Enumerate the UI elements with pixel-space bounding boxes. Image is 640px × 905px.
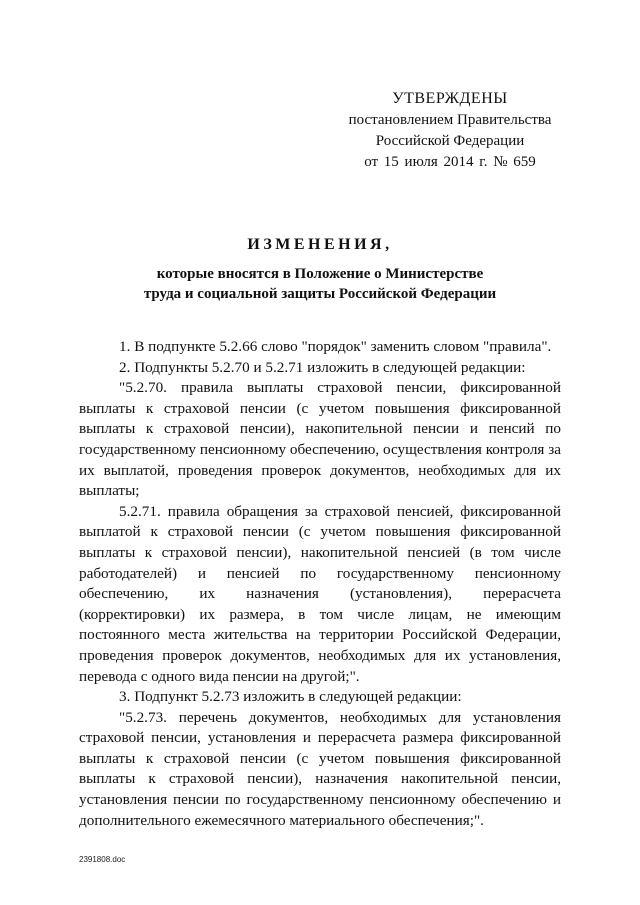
file-name-footer: 2391808.doc xyxy=(79,855,126,864)
paragraph-3: "5.2.70. правила выплаты страховой пенсии, фиксированной выплаты к страховой пенсии (с учетом повышения фиксированной выплаты к страховой пенсии), накопительной пенсии и пенсий по государственному пенсионному обеспечению, осуществления контроля за их выплатой, проведения проверок документов, необходимых для их выплаты; xyxy=(79,379,561,500)
subtitle-line-1: которые вносятся в Положение о Министерстве xyxy=(156,266,484,282)
document-body xyxy=(79,337,561,831)
paragraph-1: 1. В подпункте 5.2.66 слово "порядок" заменить словом "правила". xyxy=(119,338,552,355)
approval-heading: УТВЕРЖДЕНЫ xyxy=(392,90,508,107)
document-title: ИЗМЕНЕНИЯ, xyxy=(247,236,393,253)
approval-block xyxy=(330,88,570,173)
subtitle-line-2: труда и социальной защиты Российской Федерации xyxy=(143,286,497,302)
paragraph-5: 3. Подпункт 5.2.73 изложить в следующей редакции: xyxy=(119,688,462,706)
approval-line-2: Российской Федерации xyxy=(375,133,525,149)
paragraph-2: 2. Подпункты 5.2.70 и 5.2.71 изложить в следующей редакции: xyxy=(119,358,526,376)
approval-line-1: постановлением Правительства xyxy=(348,112,552,128)
paragraph-4: 5.2.71. правила обращения за страховой пенсией, фиксированной выплатой к страховой пенсии (с учетом повышения фиксированной выплаты к страховой пенсии), накопительной пенсией (в том числе работодателей) и пенсией по государственному пенсионному обеспечению, их назначения (установления), перерасчета (корректировки) их размера, в том числе лицам, не имеющим постоянного места жительства на территории Российской Федерации, проведения проверок документов, необходимых для их установления, перевода с одного вида пенсии на другой;". xyxy=(79,502,561,685)
document-subtitle xyxy=(80,264,560,304)
paragraph-6: "5.2.73. перечень документов, необходимых для установления страховой пенсии, установления и перерасчета размера фиксированной выплаты к страховой пенсии (с учетом повышения фиксированной выплаты к страховой пенсии), назначения накопительной пенсии, установления пенсии по государственному пенсионному обеспечению и дополнительного ежемесячного материального обеспечения;". xyxy=(79,708,561,829)
approval-date-line: от 15 июля 2014 г. № 659 xyxy=(364,154,536,170)
